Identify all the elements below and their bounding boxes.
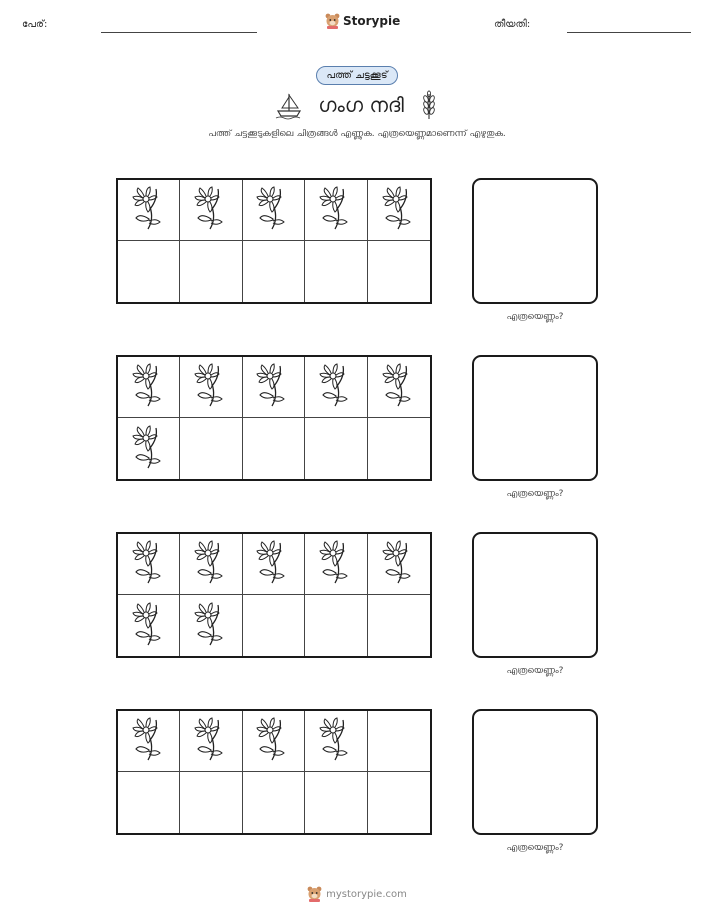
ten-frame-cell	[368, 357, 430, 418]
ten-frame-cell	[180, 418, 242, 479]
bear-mascot-icon	[325, 13, 340, 29]
ten-frame-cell	[243, 534, 305, 595]
ten-frame-cell	[243, 595, 305, 656]
brand-logo	[325, 13, 400, 29]
flower-icon	[192, 601, 230, 651]
date-label: തീയതി:	[494, 19, 531, 30]
flower-icon	[380, 362, 418, 412]
flower-icon	[380, 539, 418, 589]
flower-icon	[317, 539, 355, 589]
ten-frame	[116, 709, 432, 835]
flower-icon	[192, 185, 230, 235]
ten-frame-cell	[118, 180, 180, 241]
ten-frame-cell	[305, 418, 367, 479]
answer-box[interactable]	[472, 532, 598, 658]
flower-icon	[317, 362, 355, 412]
ten-frame-cell	[305, 711, 367, 772]
flower-icon	[380, 185, 418, 235]
flower-icon	[192, 539, 230, 589]
ten-frame-cell	[243, 241, 305, 302]
flower-icon	[254, 362, 292, 412]
brand-name: Storypie	[343, 14, 401, 28]
flower-icon	[254, 539, 292, 589]
ten-frame-cell	[180, 534, 242, 595]
answer-box[interactable]	[472, 709, 598, 835]
name-label: പേര്:	[22, 19, 48, 30]
flower-icon	[130, 539, 168, 589]
flower-icon	[130, 185, 168, 235]
ten-frame-cell	[368, 180, 430, 241]
ten-frame-cell	[305, 595, 367, 656]
flower-icon	[192, 362, 230, 412]
ten-frame-cell	[243, 418, 305, 479]
ten-frame-cell	[305, 241, 367, 302]
bear-mascot-icon	[307, 886, 322, 902]
ten-frame-cell	[368, 241, 430, 302]
footer-url[interactable]: mystorypie.com	[326, 888, 407, 900]
ten-frame-cell	[180, 241, 242, 302]
date-line[interactable]	[567, 32, 691, 33]
flower-icon	[317, 716, 355, 766]
ten-frame-cell	[180, 180, 242, 241]
instructions: പത്ത് ചട്ടക്കൂടുകളിലെ ചിത്രങ്ങൾ എണ്ണുക. എത്രയെണ്ണമാണെന്ന് എഴുതുക.	[208, 129, 506, 139]
sailboat-icon	[274, 90, 304, 120]
ten-frame-cell	[180, 711, 242, 772]
ten-frame-cell	[118, 534, 180, 595]
ten-frame-cell	[243, 357, 305, 418]
wheat-icon	[418, 90, 440, 120]
ten-frame	[116, 178, 432, 304]
ten-frame-cell	[180, 772, 242, 833]
flower-icon	[130, 716, 168, 766]
ten-frame-cell	[305, 357, 367, 418]
flower-icon	[317, 185, 355, 235]
ten-frame-cell	[368, 711, 430, 772]
ten-frame-cell	[368, 418, 430, 479]
how-many-label: എത്രയെണ്ണം?	[506, 312, 564, 322]
ten-frame-cell	[243, 711, 305, 772]
flower-icon	[130, 424, 168, 474]
ten-frame-cell	[118, 418, 180, 479]
ten-frame-cell	[368, 772, 430, 833]
ten-frame-cell	[180, 357, 242, 418]
ten-frame-cell	[368, 595, 430, 656]
answer-box[interactable]	[472, 355, 598, 481]
how-many-label: എത്രയെണ്ണം?	[506, 666, 564, 676]
ten-frame-cell	[305, 772, 367, 833]
flower-icon	[130, 601, 168, 651]
flower-icon	[192, 716, 230, 766]
answer-box[interactable]	[472, 178, 598, 304]
ten-frame	[116, 532, 432, 658]
ten-frame-cell	[118, 595, 180, 656]
ten-frame-cell	[118, 772, 180, 833]
ten-frame-cell	[180, 595, 242, 656]
how-many-label: എത്രയെണ്ണം?	[506, 843, 564, 853]
topic-badge: പത്ത് ചട്ടക്കൂട്	[316, 66, 397, 85]
footer	[307, 886, 407, 902]
flower-icon	[130, 362, 168, 412]
flower-icon	[254, 185, 292, 235]
page-title: ഗംഗ നദി	[318, 93, 404, 117]
ten-frame-cell	[305, 180, 367, 241]
flower-icon	[254, 716, 292, 766]
ten-frame-cell	[243, 772, 305, 833]
how-many-label: എത്രയെണ്ണം?	[506, 489, 564, 499]
ten-frame-cell	[243, 180, 305, 241]
ten-frame-cell	[305, 534, 367, 595]
ten-frame-cell	[368, 534, 430, 595]
name-line[interactable]	[101, 32, 257, 33]
ten-frame-cell	[118, 711, 180, 772]
ten-frame-cell	[118, 357, 180, 418]
ten-frame-cell	[118, 241, 180, 302]
ten-frame	[116, 355, 432, 481]
